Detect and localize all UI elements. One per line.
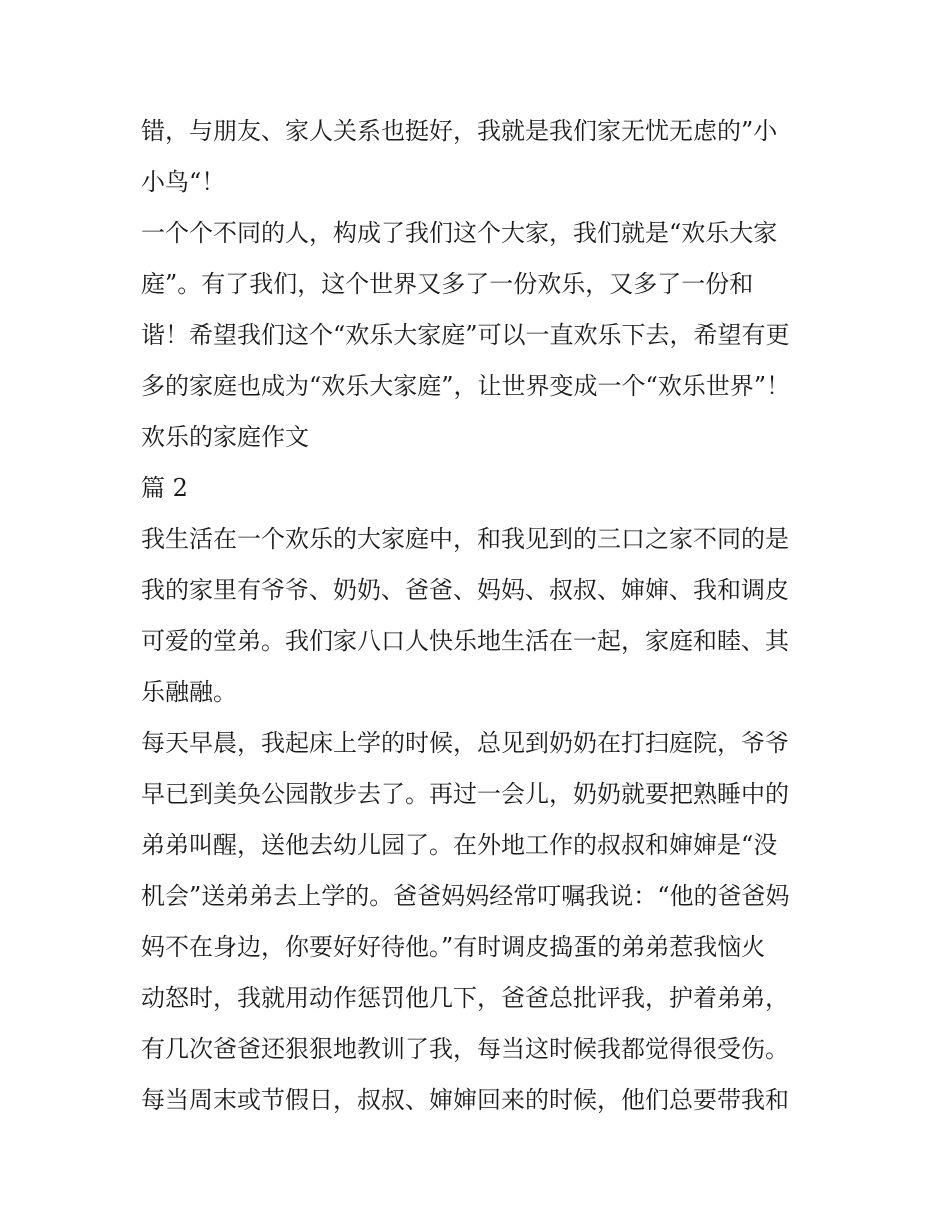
text-line: 小鸟“！ xyxy=(141,168,226,196)
text-line: 错，与朋友、家人关系也挺好，我就是我们家无忧无虑的”小 xyxy=(141,117,778,145)
text-line: 谐！希望我们这个“欢乐大家庭”可以一直欢乐下去，希望有更 xyxy=(141,321,790,349)
text-line: 可爱的堂弟。我们家八口人快乐地生活在一起，家庭和睦、其 xyxy=(141,627,789,655)
text-line: 机会”送弟弟去上学的。爸爸妈妈经常叮嘱我说：“他的爸爸妈 xyxy=(141,882,790,910)
text-line: 有几次爸爸还狠狠地教训了我，每当这时候我都觉得很受伤。 xyxy=(141,1035,789,1063)
text-line: 我生活在一个欢乐的大家庭中，和我见到的三口之家不同的是 xyxy=(141,525,789,553)
text-line: 乐融融。 xyxy=(141,678,237,706)
text-line: 动怒时，我就用动作惩罚他几下，爸爸总批评我，护着弟弟， xyxy=(141,984,789,1012)
text-line: 一个个不同的人，构成了我们这个大家，我们就是“欢乐大家 xyxy=(141,219,778,247)
document-body xyxy=(141,106,821,1126)
text-line: 每天早晨，我起床上学的时候，总见到奶奶在打扫庭院，爷爷 xyxy=(141,729,789,757)
section-title: 欢乐的家庭作文 xyxy=(141,423,309,451)
text-line: 每当周末或节假日，叔叔、婶婶回来的时候，他们总要带我和 xyxy=(141,1086,789,1114)
text-line: 弟弟叫醒，送他去幼儿园了。在外地工作的叔叔和婶婶是“没 xyxy=(141,831,778,859)
section-number: 篇 2 xyxy=(141,474,188,502)
text-line: 我的家里有爷爷、奶奶、爸爸、妈妈、叔叔、婶婶、我和调皮 xyxy=(141,576,789,604)
text-line: 早已到美奂公园散步去了。再过一会儿，奶奶就要把熟睡中的 xyxy=(141,780,789,808)
text-line: 庭”。有了我们，这个世界又多了一份欢乐，又多了一份和 xyxy=(141,270,754,298)
text-line: 多的家庭也成为“欢乐大家庭”，让世界变成一个“欢乐世界”！ xyxy=(141,372,791,400)
text-line: 妈不在身边，你要好好待他。”有时调皮捣蛋的弟弟惹我恼火 xyxy=(141,933,766,961)
